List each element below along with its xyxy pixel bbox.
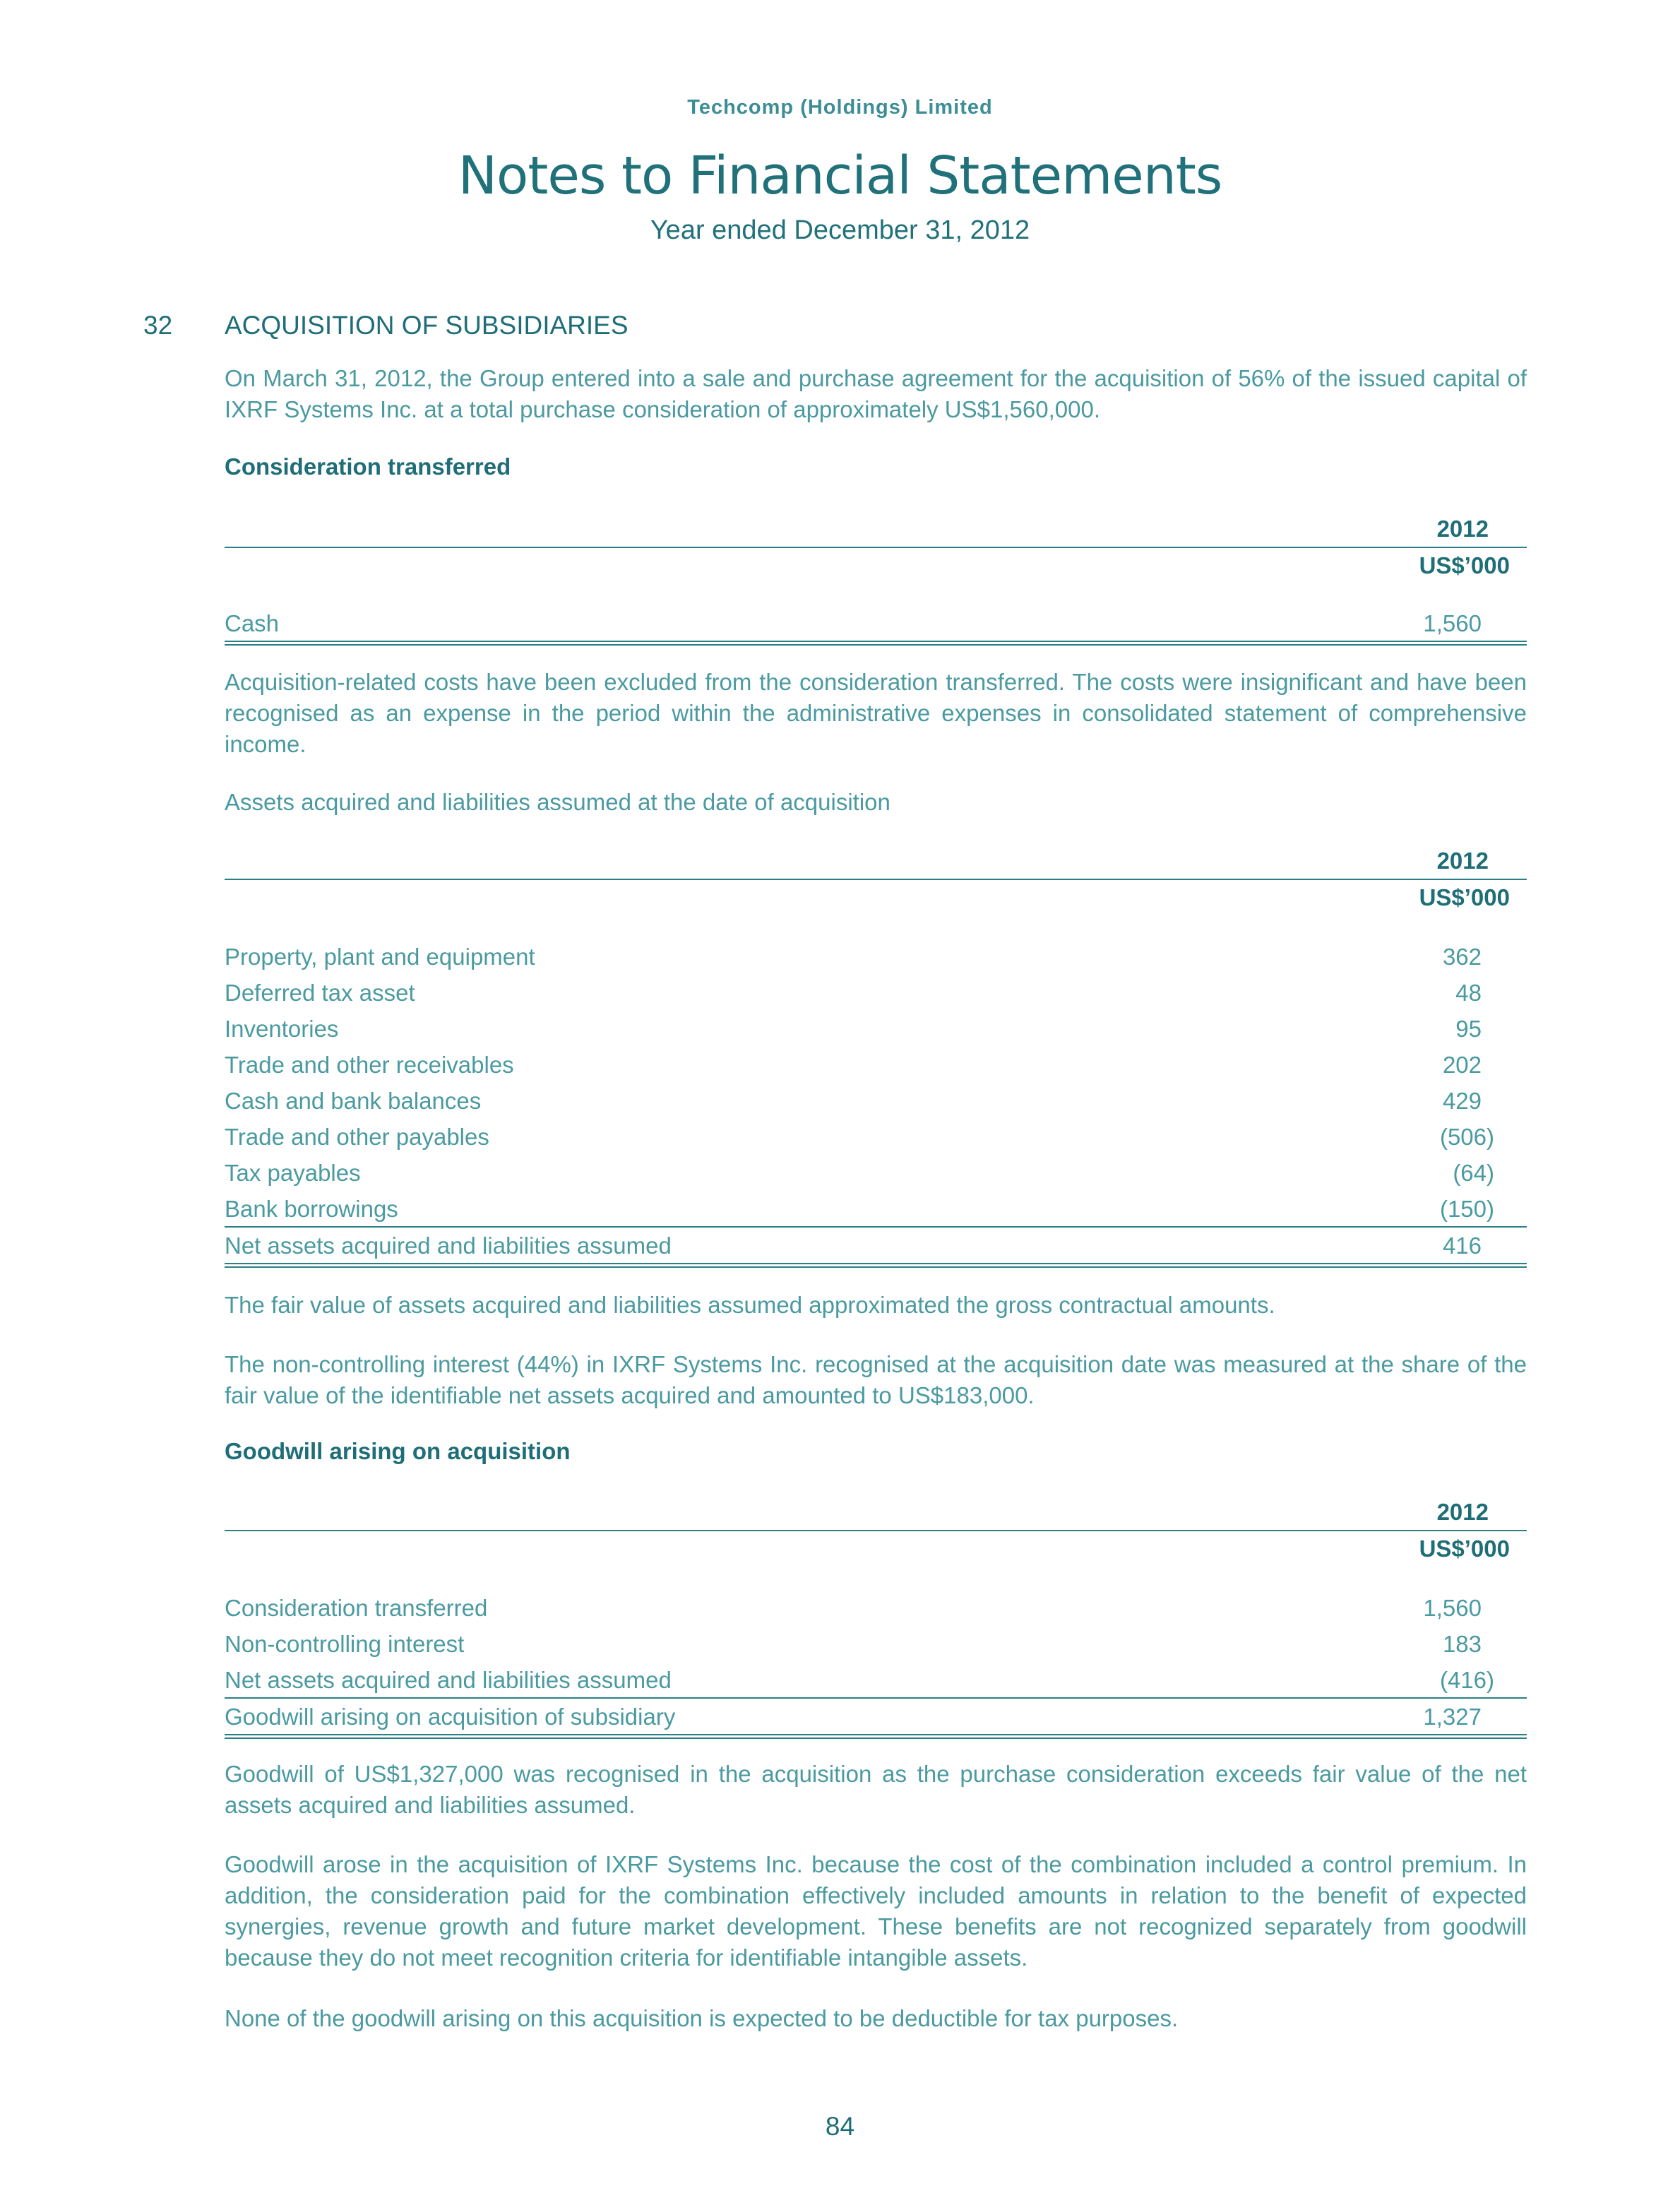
- assets-heading: Assets acquired and liabilities assumed at the date of acquisition: [225, 789, 890, 815]
- goodwill-paragraph-2: Goodwill arose in the acquisition of IXRF Systems Inc. because the cost of the combination included a control premium. In addition, the consideration paid for the combination effectively included amounts in relation to the benefit of expected synergies, revenue growth and future market development. These benefits are not recognized separately from goodwill because they do not meet recognition criteria for identifiable intangible assets.: [225, 1851, 1527, 1971]
- row-value: 1,560: [1423, 610, 1482, 636]
- total-label: Net assets acquired and liabilities assumed: [225, 1232, 672, 1259]
- table-row-label: Trade and other payables: [225, 1124, 489, 1150]
- tax-paragraph: None of the goodwill arising on this acquisition is expected to be deductible for tax purposes.: [225, 2005, 1179, 2031]
- table-row-value: 183: [1442, 1631, 1482, 1657]
- table-row-label: Cash and bank balances: [225, 1088, 482, 1114]
- table-row-label: Consideration transferred: [225, 1595, 488, 1621]
- table-row-label: Inventories: [225, 1016, 339, 1042]
- table-row-label: Bank borrowings: [225, 1196, 398, 1222]
- year-header: 2012: [1436, 516, 1489, 542]
- table-row-value: (416): [1439, 1667, 1494, 1693]
- row-label: Cash: [225, 610, 280, 636]
- section-title: ACQUISITION OF SUBSIDIARIES: [225, 311, 628, 340]
- goodwill-heading: Goodwill arising on acquisition: [225, 1438, 571, 1464]
- total-double-rule: [225, 641, 1527, 646]
- intro-paragraph: On March 31, 2012, the Group entered into a sale and purchase agreement for the acquisition of 56% of the issued capital of IXRF Systems Inc. at a total purchase consideration of approximately US$1,560,000.: [225, 365, 1527, 422]
- table-row-value: 202: [1442, 1052, 1482, 1078]
- table-row-label: Deferred tax asset: [225, 980, 415, 1006]
- consideration-heading: Consideration transferred: [225, 453, 511, 480]
- table-row-value: 1,560: [1423, 1595, 1482, 1621]
- total-value: 416: [1442, 1232, 1482, 1259]
- total-label: Goodwill arising on acquisition of subsidiary: [225, 1704, 676, 1730]
- company-name: Techcomp (Holdings) Limited: [687, 96, 993, 119]
- header-rule: [225, 879, 1527, 880]
- table-row-value: 95: [1455, 1016, 1482, 1042]
- total-value: 1,327: [1423, 1704, 1482, 1730]
- table-row-label: Property, plant and equipment: [225, 944, 535, 970]
- total-double-rule: [225, 1263, 1527, 1268]
- page-title: Notes to Financial Statements: [458, 145, 1222, 206]
- reporting-period: Year ended December 31, 2012: [650, 215, 1030, 245]
- subtotal-rule: [225, 1226, 1527, 1228]
- section-number: 32: [143, 311, 173, 340]
- unit-header: US$’000: [1419, 1535, 1510, 1562]
- table-row-label: Non-controlling interest: [225, 1631, 465, 1657]
- table-row-value: (64): [1453, 1160, 1494, 1186]
- subtotal-rule: [225, 1697, 1527, 1699]
- fair-value-paragraph: The fair value of assets acquired and liabilities assumed approximated the gross contractual amounts.: [225, 1292, 1275, 1318]
- table-row-value: 429: [1442, 1088, 1482, 1114]
- year-header: 2012: [1436, 848, 1489, 874]
- unit-header: US$’000: [1419, 884, 1510, 910]
- header-rule: [225, 1530, 1527, 1531]
- page-number: 84: [825, 2112, 855, 2141]
- table-row-value: (150): [1439, 1196, 1494, 1222]
- unit-header: US$’000: [1419, 552, 1510, 578]
- header-rule: [225, 547, 1527, 548]
- table-row-label: Net assets acquired and liabilities assumed: [225, 1667, 672, 1693]
- year-header: 2012: [1436, 1499, 1489, 1525]
- table-row-label: Tax payables: [225, 1160, 361, 1186]
- goodwill-paragraph-1: Goodwill of US$1,327,000 was recognised in the acquisition as the purchase consideration exceeds fair value of the net assets acquired and liabilities assumed.: [225, 1761, 1527, 1818]
- table-row-value: 48: [1455, 980, 1482, 1006]
- nci-paragraph: The non-controlling interest (44%) in IXRF Systems Inc. recognised at the acquisition date was measured at the share of the fair value of the identifiable net assets acquired and amounted to US$183,000.: [225, 1351, 1527, 1408]
- table-row-label: Trade and other receivables: [225, 1052, 514, 1078]
- total-double-rule: [225, 1734, 1527, 1739]
- costs-paragraph: Acquisition-related costs have been excluded from the consideration transferred. The costs were insignificant and have been recognised as an expense in the period within the administrative expenses in consolidated statement of comprehensive income.: [225, 669, 1527, 757]
- table-row-value: 362: [1442, 944, 1482, 970]
- table-row-value: (506): [1439, 1124, 1494, 1150]
